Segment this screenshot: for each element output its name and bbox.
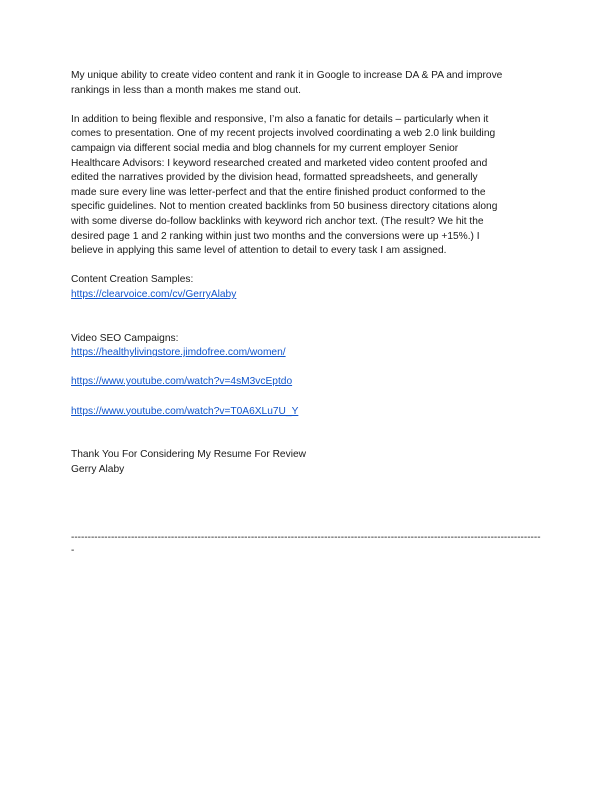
spacer <box>71 478 543 522</box>
video-seo-link-youtube-1[interactable]: https://www.youtube.com/watch?v=4sM3vcEptdo <box>71 376 293 388</box>
content-samples-heading: Content Creation Samples: <box>71 274 194 286</box>
video-seo-link-healthylivingstore[interactable]: https://healthylivingstore.jimdofree.com/women/ <box>71 347 286 359</box>
intro-paragraph: My unique ability to create video content and rank it in Google to increase DA & PA and improve rankings in less than a month makes me stand out. <box>71 70 503 96</box>
dashed-divider: ---------------------------------------------------------------------------------------------------------------------------------------------- <box>71 532 541 557</box>
spacer <box>71 419 543 448</box>
content-samples-link[interactable]: https://clearvoice.com/cv/GerryAlaby <box>71 288 237 300</box>
spacer <box>71 390 543 405</box>
closing-line: Thank You For Considering My Resume For Review <box>71 449 306 461</box>
video-seo-link-youtube-2[interactable]: https://www.youtube.com/watch?v=T0A6XLu7U_Y <box>71 405 299 417</box>
document-page <box>71 69 543 558</box>
spacer <box>71 98 543 113</box>
spacer <box>71 259 543 274</box>
video-seo-heading: Video SEO Campaigns: <box>71 332 179 344</box>
signature-name: Gerry Alaby <box>71 464 125 476</box>
spacer <box>71 361 543 376</box>
spacer <box>71 303 543 332</box>
detail-paragraph: In addition to being flexible and responsive, I’m also a fanatic for details – particularly when it comes to presentation. One of my recent projects involved coordinating a web 2.0 link building campaign via different social media and blog channels for my current employer Senior Healthcare Advisors: I keyword researched created and marketed video content proofed and edited the narratives provided by the division head, formatted spreadsheets, and generally made sure every line was letter-perfect and that the entire finished product conformed to the specific guidelines. Not to mention created backlinks from 50 business directory citations along with some diverse do-follow backlinks with keyword rich anchor text. (The result? We hit the desired page 1 and 2 ranking within just two months and the conversions were up +15%.) I believe in applying this same level of attention to detail to every task I am assigned. <box>71 113 498 257</box>
